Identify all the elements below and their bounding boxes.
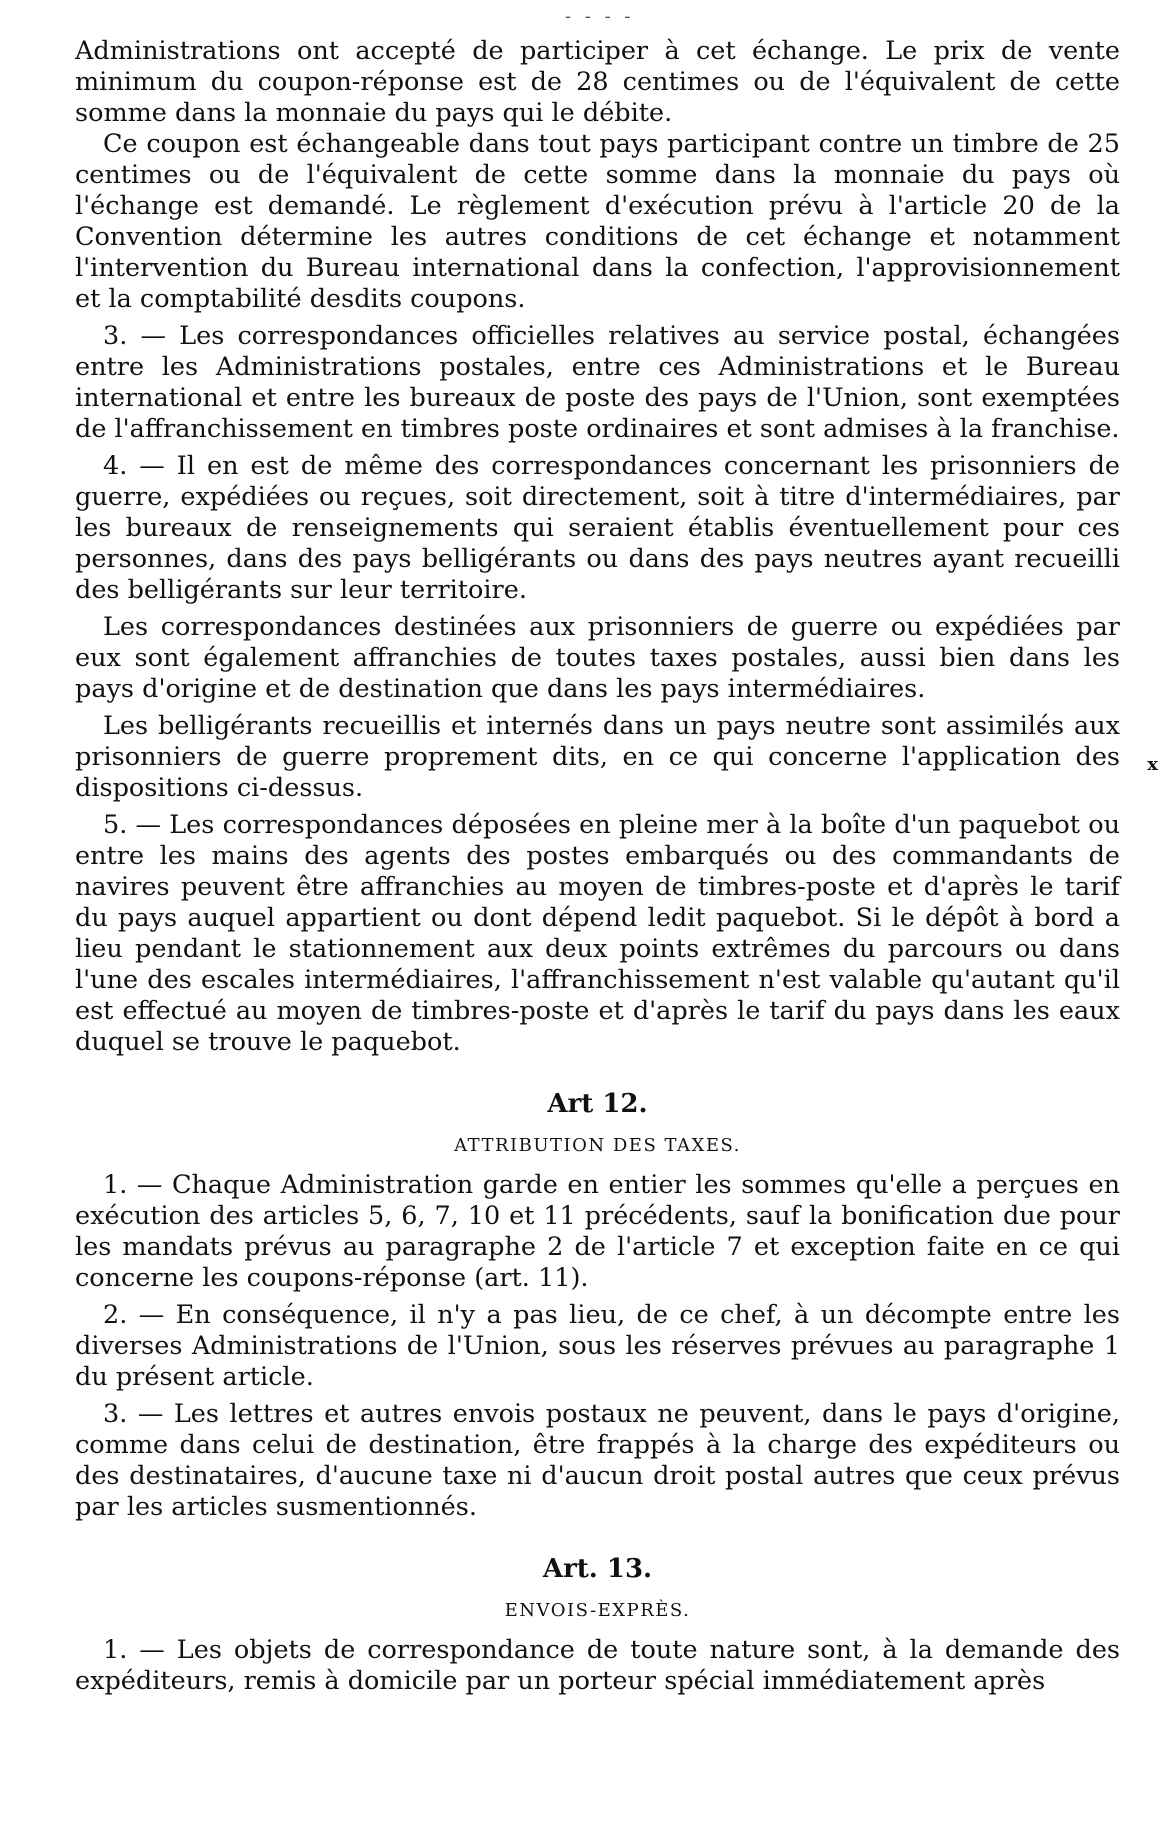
article-12-subtitle: ATTRIBUTION DES TAXES. (454, 1135, 741, 1156)
article-13-paragraph-1: 1. — Les objets de correspondance de toute nature sont, à la demande des expéditeurs, remis à domicile par un porteur spécial immédiatement après (75, 1635, 1120, 1696)
article-13-subtitle: ENVOIS-EXPRÈS. (504, 1600, 691, 1621)
article-12-paragraph-3: 3. — Les lettres et autres envois postaux ne peuvent, dans le pays d'origine, comme dans celui de destination, être frappés à la charge des expéditeurs ou des destinataires, d'aucune taxe ni d'aucun droit postal autres que ceux prévus par les articles susmentionnés. (75, 1399, 1120, 1522)
article-12-paragraph-2: 2. — En conséquence, il n'y a pas lieu, de ce chef, à un décompte entre les diverses Administrations de l'Union, sous les réserves prévues au paragraphe 1 du présent article. (75, 1300, 1120, 1392)
paragraph-section-3: 3. — Les correspondances officielles relatives au service postal, échangées entre les Administrations postales, entre ces Administrations et le Bureau international et entre les bureaux de poste des pays de l'Union, sont exemptées de l'affranchissement en timbres poste ordinaires et sont admises à la franchise. (75, 321, 1120, 444)
paragraph-section-5: 5. — Les correspondances déposées en pleine mer à la boîte d'un paquebot ou entre les mains des agents des postes embarqués ou des commandants de navires peuvent être affranchies au moyen de timbres-poste et d'après le tarif du pays auquel appartient ou dont dépend ledit paquebot. Si le dépôt à bord a lieu pendant le stationnement aux deux points extrêmes du parcours ou dans l'une des escales intermédiaires, l'affranchissement n'est valable qu'autant qu'il est effectué au moyen de timbres-poste et d'après le tarif du pays dans les eaux duquel se trouve le paquebot. (75, 810, 1120, 1057)
article-13-title: Art. 13. (542, 1554, 653, 1584)
paragraph-section-4: 4. — Il en est de même des correspondances concernant les prisonniers de guerre, expédiées ou reçues, soit directement, soit à titre d'intermédiaires, par les bureaux de renseignements qui seraient établis éventuellement pour ces personnes, dans des pays belligérants ou dans des pays neutres ayant recueilli des belligérants sur leur territoire. (75, 451, 1120, 605)
document-page (75, 36, 1120, 1697)
paragraph-section-4-belligerents: Les belligérants recueillis et internés dans un pays neutre sont assimilés aux prisonniers de guerre proprement dits, en ce qui concerne l'application des dispositions ci-dessus. (75, 711, 1120, 803)
article-12-paragraph-1: 1. — Chaque Administration garde en entier les sommes qu'elle a perçues en exécution des articles 5, 6, 7, 10 et 11 précédents, sauf la bonification due pour les mandats prévus au paragraphe 2 de l'article 7 et exception faite en ce qui concerne les coupons-réponse (art. 11). (75, 1170, 1120, 1293)
paragraph-section-4-prisoners: Les correspondances destinées aux prisonniers de guerre ou expédiées par eux sont également affranchies de toutes taxes postales, aussi bien dans les pays d'origine et de destination que dans les pays intermédiaires. (75, 612, 1120, 704)
margin-mark: x (1147, 754, 1158, 775)
page-top-mark: - - - - (565, 6, 635, 27)
paragraph-intro-1: Administrations ont accepté de participer à cet échange. Le prix de vente minimum du coupon-réponse est de 28 centimes ou de l'équivalent de cette somme dans la monnaie du pays qui le débite. (75, 36, 1120, 128)
article-12-title: Art 12. (547, 1089, 648, 1119)
paragraph-intro-2: Ce coupon est échangeable dans tout pays participant contre un timbre de 25 centimes ou de l'équivalent de cette somme dans la monnaie du pays où l'échange est demandé. Le règlement d'exécution prévu à l'article 20 de la Convention détermine les autres conditions de cet échange et notamment l'intervention du Bureau international dans la confection, l'approvisionnement et la comptabilité desdits coupons. (75, 129, 1120, 314)
